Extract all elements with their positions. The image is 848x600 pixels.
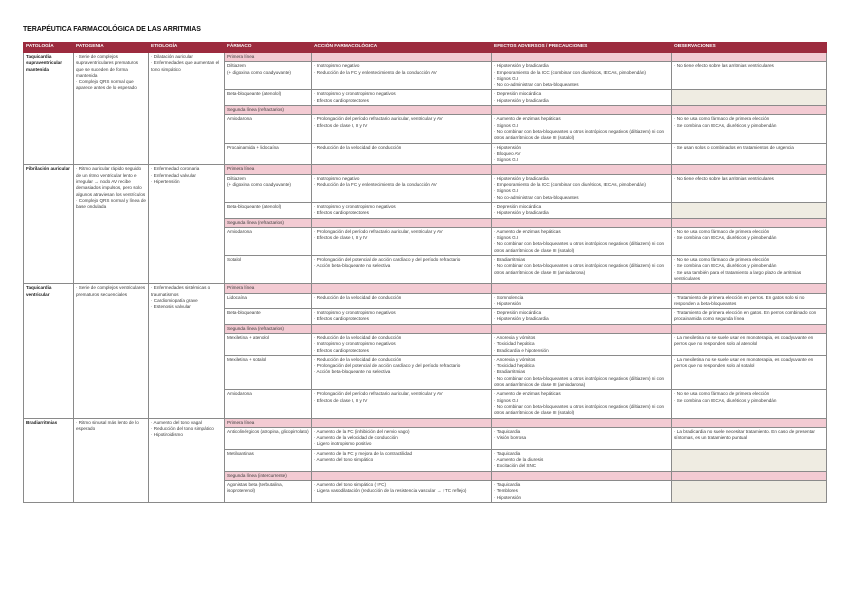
cell-line: · Taquicardia bbox=[494, 428, 521, 434]
cell-line: Agonistas beta (terbutalina, isoproterenol) bbox=[227, 481, 283, 494]
treatment-line-fill bbox=[312, 324, 492, 333]
cell-line: Taquicardia ventricular bbox=[26, 285, 52, 297]
cell-line: · Hipotensión y bradicardia bbox=[494, 175, 549, 181]
cell-line: · Hipotensión bbox=[494, 144, 522, 150]
cell-line: · Empeoramiento de la ICC (combinar con diuréticos, IECAs, pimobendán) bbox=[494, 69, 646, 75]
action-cell bbox=[312, 227, 492, 255]
cell-line: (+ digoxina como coadyuvante) bbox=[227, 69, 291, 75]
cell-line: Diltiazem bbox=[227, 175, 246, 181]
cell-line: · Somnolencia bbox=[494, 294, 524, 300]
treatment-line-fill bbox=[492, 106, 672, 115]
adverse-effects-cell bbox=[492, 143, 672, 165]
adverse-effects-cell bbox=[492, 174, 672, 202]
cell-line: Beta-bloqueante (atenolol) bbox=[227, 203, 282, 209]
drug-cell bbox=[225, 90, 312, 106]
cell-line: · Efectos de clase I, II y IV bbox=[314, 122, 368, 128]
header-patogenia: PATOGENIA bbox=[74, 43, 149, 53]
pathogenesis-cell bbox=[74, 53, 149, 165]
observations-cell bbox=[672, 449, 827, 471]
observations-cell bbox=[672, 90, 827, 106]
treatment-line-label: Segunda línea (intercurrente) bbox=[225, 471, 312, 480]
cell-line: · Taquicardia bbox=[494, 481, 521, 487]
treatment-line-fill bbox=[672, 106, 827, 115]
etiology-cell bbox=[149, 418, 225, 502]
pathology-cell bbox=[24, 53, 74, 165]
drug-cell bbox=[225, 427, 312, 449]
cell-line: · Acción beta-bloqueante no selectiva bbox=[314, 263, 391, 269]
observations-cell bbox=[672, 227, 827, 255]
treatment-line-fill bbox=[312, 418, 492, 427]
cell-line: · Ritmo sinusal más lento de lo esperado bbox=[76, 419, 139, 431]
cell-line: · Reducción de la velocidad de conducción bbox=[314, 294, 402, 300]
action-cell bbox=[312, 143, 492, 165]
cell-line: · Aumento de enzimas hepáticas bbox=[494, 391, 561, 397]
cell-line: · Aumento de la FC (inhibición del nervio vago) bbox=[314, 428, 410, 434]
adverse-effects-cell bbox=[492, 256, 672, 284]
cell-line: · No combinar con beta-bloqueantes u otros inotrópicos negativos (diltiazem) ni con otros antiarrítmicos de clase III (sotalol) bbox=[494, 128, 665, 141]
cell-line: · Aumento del tono simpático (↑FC) bbox=[314, 481, 386, 487]
adverse-effects-cell bbox=[492, 227, 672, 255]
cell-line: · No co-administrar con beta-bloqueantes bbox=[494, 82, 579, 88]
cell-line: Sotalol bbox=[227, 257, 242, 263]
cell-line: · Acción beta-bloqueante no selectiva bbox=[314, 369, 391, 375]
action-cell bbox=[312, 202, 492, 218]
cell-line: · Reducción de la FC y enlentecimiento de la conducción AV bbox=[314, 69, 437, 75]
cell-line: · Reducción de la velocidad de conducción bbox=[314, 144, 402, 150]
cell-line: · Signos G.I bbox=[494, 75, 519, 81]
cell-line: · Hipotensión y bradicardia bbox=[494, 316, 549, 322]
treatment-line-fill bbox=[492, 218, 672, 227]
cell-line: · Tratamiento de primera elección en perros. En gatos solo si no responden a beta-bloqueantes bbox=[674, 294, 805, 306]
cell-line: · Enfermedades que aumentan el tono simpático bbox=[151, 60, 220, 72]
cell-line: · No se usa como fármaco de primera elección bbox=[674, 228, 770, 234]
header-patologia: PATOLOGÍA bbox=[24, 43, 74, 53]
cell-line: · Hipotensión y bradicardia bbox=[494, 210, 549, 216]
observations-cell bbox=[672, 293, 827, 309]
treatment-line-label: Primera línea bbox=[225, 418, 312, 427]
action-cell bbox=[312, 256, 492, 284]
treatment-line-fill bbox=[672, 53, 827, 62]
adverse-effects-cell bbox=[492, 355, 672, 389]
adverse-effects-cell bbox=[492, 115, 672, 143]
cell-line: · Aumento de enzimas hepáticas bbox=[494, 228, 561, 234]
treatment-line-fill bbox=[672, 165, 827, 174]
header-accion: ACCIÓN FARMACOLÓGICA bbox=[312, 43, 492, 53]
cell-line: · No tiene efecto sobre las arritmias ventriculares bbox=[674, 63, 774, 69]
cell-line: · Se usa también para el tratamiento a largo plazo de arritmias ventriculares bbox=[674, 269, 802, 281]
cell-line: · Dilatación auricular bbox=[151, 54, 193, 59]
cell-line: · Hipotensión y bradicardia bbox=[494, 97, 549, 103]
adverse-effects-cell bbox=[492, 293, 672, 309]
cell-line: · Bradiarritmias bbox=[494, 257, 526, 263]
treatment-line-label: Primera línea bbox=[225, 53, 312, 62]
cell-line: · Reducción de la velocidad de conducción bbox=[314, 334, 402, 340]
cell-line: · La mexiletina no se suele usar en monoterapia, es coadyuvante en perros que no responden solo al atenolol bbox=[674, 334, 814, 347]
treatment-line-fill bbox=[672, 471, 827, 480]
drug-cell bbox=[225, 293, 312, 309]
cell-line: · Hipotensión y bradicardia bbox=[494, 63, 549, 69]
treatment-line-label: Segunda línea (refractarios) bbox=[225, 218, 312, 227]
cell-line: · Efectos cardioprotectores bbox=[314, 210, 369, 216]
pathology-cell bbox=[24, 418, 74, 502]
treatment-line-fill bbox=[312, 53, 492, 62]
cell-line: · Complejo QRS normal y línea de base ondulada bbox=[76, 197, 146, 210]
arrhythmia-table bbox=[23, 42, 827, 503]
treatment-line-label: Segunda línea (refractarios) bbox=[225, 106, 312, 115]
observations-cell bbox=[672, 480, 827, 502]
treatment-line-fill bbox=[672, 218, 827, 227]
header-efectos: EFECTOS ADVERSOS / PRECAUCIONES bbox=[492, 43, 672, 53]
cell-line: · Reducción de la velocidad de conducción bbox=[314, 356, 402, 362]
header-etiologia: ETIOLOGÍA bbox=[149, 43, 225, 53]
cell-line: · Aumento del tono vagal bbox=[151, 419, 202, 425]
header-farmaco: FÁRMACO bbox=[225, 43, 312, 53]
cell-line: · Ligera vasodilatación (reducción de la resistencia vascular → ↑TC reflejo) bbox=[314, 488, 467, 494]
drug-cell bbox=[225, 309, 312, 325]
action-cell bbox=[312, 115, 492, 143]
cell-line: · Reducción de la FC y enlentecimiento de la conducción AV bbox=[314, 182, 437, 188]
cell-line: · Inotropismo y cronotropismo negativos bbox=[314, 91, 396, 97]
cell-line: · No combinar con beta-bloqueantes u otros inotrópicos negativos (diltiazem) ni con otros antiarrítmicos de clase III (amiodarona) bbox=[494, 263, 665, 275]
cell-line: · Temblores bbox=[494, 488, 518, 494]
cell-line: · Depresión miocárdica bbox=[494, 310, 542, 316]
cell-line: · Signos G.I bbox=[494, 188, 519, 194]
adverse-effects-cell bbox=[492, 202, 672, 218]
drug-cell bbox=[225, 480, 312, 502]
drug-cell bbox=[225, 256, 312, 284]
cell-line: Diltiazem bbox=[227, 63, 246, 69]
cell-line: Bradiarritmias bbox=[26, 419, 58, 425]
cell-line: Mexiletina + sotalol bbox=[227, 356, 267, 362]
header-observaciones: OBSERVACIONES bbox=[672, 43, 827, 53]
pathogenesis-cell bbox=[74, 165, 149, 284]
etiology-cell bbox=[149, 284, 225, 418]
observations-cell bbox=[672, 427, 827, 449]
adverse-effects-cell bbox=[492, 449, 672, 471]
cell-line: · Signos G.I bbox=[494, 157, 519, 163]
treatment-line-fill bbox=[492, 284, 672, 293]
observations-cell bbox=[672, 62, 827, 90]
action-cell bbox=[312, 427, 492, 449]
adverse-effects-cell bbox=[492, 427, 672, 449]
cell-line: · Enfermedad coronaria bbox=[151, 166, 200, 172]
treatment-line-label: Segunda línea (refractarios) bbox=[225, 324, 312, 333]
cell-line: · Anorexia y vómitos bbox=[494, 356, 536, 362]
cell-line: · Inotropismo y cronotropismo negativos bbox=[314, 203, 396, 209]
cell-line: · Ligero inotropismo positivo bbox=[314, 441, 372, 447]
treatment-line-fill bbox=[492, 165, 672, 174]
treatment-line-fill bbox=[672, 284, 827, 293]
treatment-line-fill bbox=[492, 324, 672, 333]
table-body bbox=[24, 53, 827, 503]
treatment-line-fill bbox=[312, 165, 492, 174]
treatment-line-fill bbox=[312, 471, 492, 480]
drug-cell bbox=[225, 333, 312, 355]
cell-line: Procainamida + lidocaína bbox=[227, 144, 279, 150]
cell-line: · Serie de complejos ventriculares prematuros secuenciales bbox=[76, 285, 146, 297]
cell-line: Amiodarona bbox=[227, 228, 252, 234]
cell-line: · Efectos de clase I, II y IV bbox=[314, 397, 368, 403]
action-cell bbox=[312, 90, 492, 106]
treatment-line-fill bbox=[492, 418, 672, 427]
cell-line: Beta-bloqueante bbox=[227, 310, 261, 316]
action-cell bbox=[312, 293, 492, 309]
cell-line: · No se usa como fármaco de primera elección bbox=[674, 391, 770, 397]
cell-line: Taquicardia supraventricular mantenida bbox=[26, 54, 62, 72]
cell-line: · Hipotensión bbox=[494, 300, 522, 306]
cell-line: · Aumento de la FC y mejora de la contractilidad bbox=[314, 450, 413, 456]
action-cell bbox=[312, 333, 492, 355]
drug-cell bbox=[225, 62, 312, 90]
drug-cell bbox=[225, 449, 312, 471]
cell-line: · Efectos cardioprotectores bbox=[314, 97, 369, 103]
cell-line: (+ digoxina como coadyuvante) bbox=[227, 182, 291, 188]
cell-line: · Se usan solos o combinados en tratamientos de urgencia bbox=[674, 144, 794, 150]
drug-cell bbox=[225, 174, 312, 202]
cell-line: Beta-bloqueante (atenolol) bbox=[227, 91, 282, 97]
pathology-cell bbox=[24, 165, 74, 284]
cell-line: · Hipertensión bbox=[151, 179, 180, 185]
cell-line: · Depresión miocárdica bbox=[494, 203, 542, 209]
treatment-line-fill bbox=[312, 106, 492, 115]
treatment-line-label: Primera línea bbox=[225, 165, 312, 174]
observations-cell bbox=[672, 202, 827, 218]
treatment-line-fill bbox=[492, 53, 672, 62]
cell-line: · Prolongación del período refractario auricular, ventricular y AV bbox=[314, 228, 443, 234]
etiology-cell bbox=[149, 165, 225, 284]
cell-line: · Prolongación del potencial de acción cardíaco y del período refractario bbox=[314, 363, 461, 369]
observations-cell bbox=[672, 143, 827, 165]
table-row bbox=[24, 53, 827, 62]
treatment-line-fill bbox=[312, 284, 492, 293]
drug-cell bbox=[225, 115, 312, 143]
treatment-line-label: Primera línea bbox=[225, 284, 312, 293]
cell-line: · Aumento de enzimas hepáticas bbox=[494, 116, 561, 122]
cell-line: Metilxantinas bbox=[227, 450, 254, 456]
treatment-line-fill bbox=[312, 218, 492, 227]
observations-cell bbox=[672, 256, 827, 284]
cell-line: · No tiene efecto sobre las arritmias ventriculares bbox=[674, 175, 774, 181]
adverse-effects-cell bbox=[492, 62, 672, 90]
observations-cell bbox=[672, 390, 827, 418]
observations-cell bbox=[672, 309, 827, 325]
table-row bbox=[24, 284, 827, 293]
cell-line: · No se usa como fármaco de primera elección bbox=[674, 257, 770, 263]
cell-line: · Aumento de la diuresis bbox=[494, 457, 544, 463]
cell-line: · Signos G.I bbox=[494, 397, 519, 403]
cell-line: Amiodarona bbox=[227, 116, 252, 122]
cell-line: · Serie de complejos supraventriculares prematuros que se suceden de forma mantenida bbox=[76, 54, 139, 78]
observations-cell bbox=[672, 115, 827, 143]
adverse-effects-cell bbox=[492, 390, 672, 418]
cell-line: · Se combina con IECAs, diuréticos y pimobendán bbox=[674, 397, 777, 403]
etiology-cell bbox=[149, 53, 225, 165]
observations-cell bbox=[672, 333, 827, 355]
cell-line: · Inotropismo y cronotropismo negativos bbox=[314, 310, 396, 316]
cell-line: · Bloqueo AV bbox=[494, 150, 521, 156]
cell-line: · Inotropismo negativo bbox=[314, 63, 360, 69]
treatment-line-fill bbox=[672, 418, 827, 427]
cell-line: · Reducción del tono simpático bbox=[151, 425, 214, 431]
action-cell bbox=[312, 480, 492, 502]
table-row bbox=[24, 165, 827, 174]
cell-line: · Aumento de la velocidad de conducción bbox=[314, 435, 398, 441]
cell-line: Mexiletina + atenolol bbox=[227, 334, 270, 340]
action-cell bbox=[312, 390, 492, 418]
table-row bbox=[24, 418, 827, 427]
cell-line: · Empeoramiento de la ICC (combinar con diuréticos, IECAs, pimobendán) bbox=[494, 182, 646, 188]
action-cell bbox=[312, 355, 492, 389]
action-cell bbox=[312, 449, 492, 471]
cell-line: · Excitación del SNC bbox=[494, 463, 537, 469]
action-cell bbox=[312, 309, 492, 325]
cell-line: · Toxicidad hepática bbox=[494, 363, 535, 369]
cell-line: · Toxicidad hepática bbox=[494, 341, 535, 347]
cell-line: · Complejo QRS normal que aparece antes de lo esperado bbox=[76, 79, 137, 91]
cell-line: · Se combina con IECAs, diuréticos y pimobendán bbox=[674, 263, 777, 269]
adverse-effects-cell bbox=[492, 90, 672, 106]
cell-line: · Efectos cardioprotectores bbox=[314, 316, 369, 322]
cell-line: · Anorexia y vómitos bbox=[494, 334, 536, 340]
cell-line: · No combinar con beta-bloqueantes u otros inotrópicos negativos (diltiazem) ni con otros antiarrítmicos de clase III (sotalol) bbox=[494, 241, 665, 253]
cell-line: · No combinar con beta-bloqueantes u otros inotrópicos negativos (diltiazem) ni con otros antiarrítmicos de clase III (sotalol) bbox=[494, 403, 665, 416]
cell-line: · Tratamiento de primera elección en gatos. En perros combinado con procainamida como segunda línea bbox=[674, 310, 817, 322]
cell-line: · Hipotiroidismo bbox=[151, 432, 183, 438]
cell-line: · Ritmo auricular rápido seguido de un ritmo ventricular lento e irregular → nodo AV recibe demasiados impulsos, pero solo algunos atraviesan los ventrículos bbox=[76, 166, 146, 197]
cell-line: Fibrilación auricular bbox=[26, 166, 70, 172]
cell-line: · Estenosis valvular bbox=[151, 304, 191, 310]
cell-line: · Aumento del tono simpático bbox=[314, 457, 374, 463]
drug-cell bbox=[225, 227, 312, 255]
pathogenesis-cell bbox=[74, 418, 149, 502]
cell-line: · Inotropismo negativo bbox=[314, 175, 360, 181]
cell-line: · Hipotensión bbox=[494, 494, 522, 500]
action-cell bbox=[312, 62, 492, 90]
pathology-cell bbox=[24, 284, 74, 418]
cell-line: · Bradicardia e hipotensión bbox=[494, 347, 549, 353]
cell-line: · Visión borrosa bbox=[494, 435, 527, 441]
treatment-line-fill bbox=[492, 471, 672, 480]
cell-line: · Prolongación del potencial de acción cardíaco y del período refractario bbox=[314, 257, 461, 263]
adverse-effects-cell bbox=[492, 333, 672, 355]
treatment-line-fill bbox=[672, 324, 827, 333]
cell-line: · Bradiarritmias bbox=[494, 369, 526, 375]
table-header-row bbox=[24, 43, 827, 53]
cell-line: Lidocaína bbox=[227, 294, 247, 300]
cell-line: · Cardiomiopatía grave bbox=[151, 297, 198, 303]
drug-cell bbox=[225, 143, 312, 165]
adverse-effects-cell bbox=[492, 309, 672, 325]
cell-line: · La bradicardia no suele necesitar tratamiento. En caso de presentar síntomas, es un tratamiento puntual bbox=[674, 428, 815, 441]
cell-line: · Se combina con IECAs, diuréticos y pimobendán bbox=[674, 122, 777, 128]
cell-line: · Efectos cardioprotectores bbox=[314, 347, 369, 353]
drug-cell bbox=[225, 390, 312, 418]
cell-line: · Depresión miocárdica bbox=[494, 91, 542, 97]
action-cell bbox=[312, 174, 492, 202]
cell-line: · Inotropismo y cronotropismo negativos bbox=[314, 341, 396, 347]
cell-line: · Efectos de clase I, II y IV bbox=[314, 235, 368, 241]
cell-line: Amiodarona bbox=[227, 391, 252, 397]
drug-cell bbox=[225, 355, 312, 389]
cell-line: · Enfermedades sistémicas o traumatismos bbox=[151, 285, 211, 297]
pathogenesis-cell bbox=[74, 284, 149, 418]
observations-cell bbox=[672, 174, 827, 202]
cell-line: · No se usa como fármaco de primera elección bbox=[674, 116, 770, 122]
cell-line: · Signos G.I bbox=[494, 122, 519, 128]
cell-line: · No combinar con beta-bloqueantes u otros inotrópicos negativos (diltiazem) ni con otros antiarrítmicos de clase III (amiodarona) bbox=[494, 375, 665, 388]
observations-cell bbox=[672, 355, 827, 389]
adverse-effects-cell bbox=[492, 480, 672, 502]
cell-line: · Enfermedad valvular bbox=[151, 172, 196, 178]
cell-line: · Signos G.I bbox=[494, 235, 519, 241]
cell-line: · Prolongación del período refractario auricular, ventricular y AV bbox=[314, 116, 443, 122]
cell-line: · Taquicardia bbox=[494, 450, 521, 456]
cell-line: · Prolongación del período refractario auricular, ventricular y AV bbox=[314, 391, 443, 397]
cell-line: · La mexiletina no se suele usar en monoterapia, es coadyuvante en perros que no responden solo al sotalol bbox=[674, 356, 814, 369]
cell-line: · Se combina con IECAs, diuréticos y pimobendán bbox=[674, 235, 777, 241]
page-title: TERAPÉUTICA FARMACOLÓGICA DE LAS ARRITMIAS bbox=[23, 26, 201, 33]
cell-line: · No co-administrar con beta-bloqueantes bbox=[494, 194, 579, 200]
drug-cell bbox=[225, 202, 312, 218]
cell-line: Anticolinérgicos (atropina, glicopirrolato) bbox=[227, 428, 309, 434]
